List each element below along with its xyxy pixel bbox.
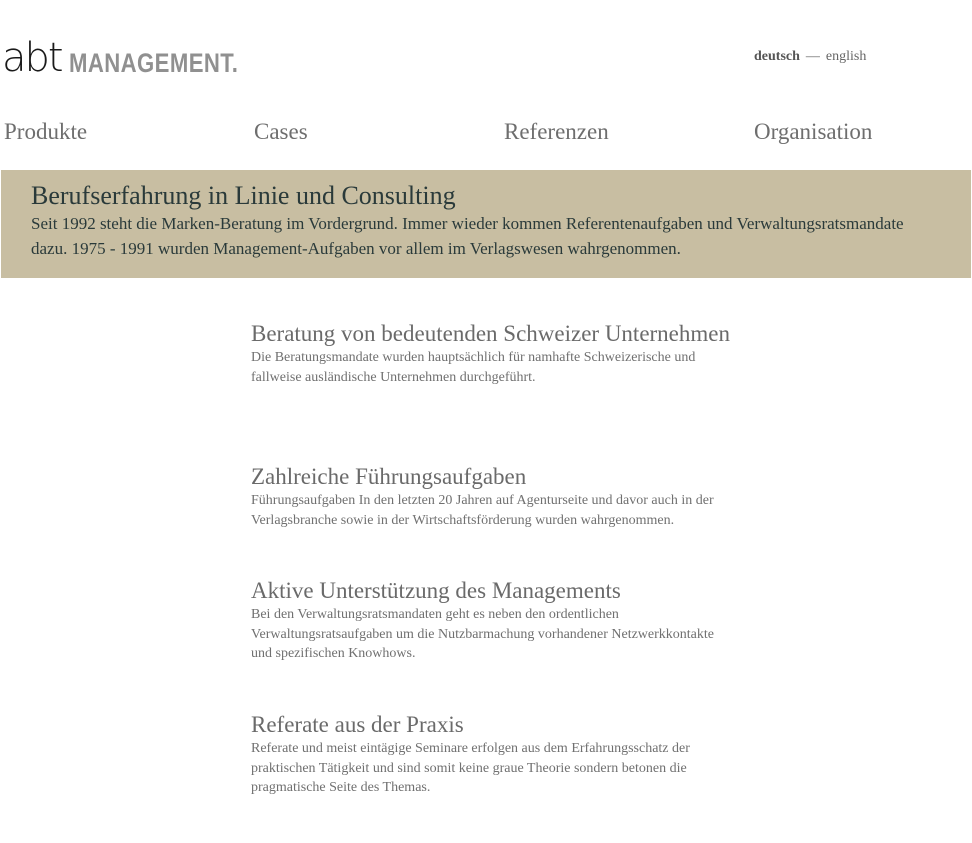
content-section [251,711,731,798]
language-switcher [754,49,866,65]
intro-banner [1,170,971,278]
nav-item-produkte[interactable]: Produkte [4,119,88,144]
logo-management-text: MANAGEMENT. [69,48,239,78]
section-title: Aktive Unterstützung des Managements [251,578,621,603]
nav-item-organisation[interactable]: Organisation [754,119,873,144]
nav-item-cases[interactable]: Cases [254,119,308,144]
lang-english-link[interactable]: english [825,49,867,64]
main-navigation [0,118,972,148]
banner-title: Berufserfahrung in Linie und Consulting [31,181,456,210]
banner-text: Seit 1992 steht die Marken-Beratung im Vordergrund. Immer wieder kommen Referentenaufgaben und Verwaltungsratsmandate dazu. 1975 - 1991 wurden Management-Aufgaben vor allem im Verlagswesen wahrgenommen. [31,214,904,258]
lang-separator: — [805,49,820,64]
nav-item-referenzen[interactable]: Referenzen [504,119,609,144]
section-title: Referate aus der Praxis [251,712,464,737]
content-section [251,577,731,664]
section-title: Beratung von bedeutenden Schweizer Unternehmen [251,321,730,346]
section-text: Die Beratungsmandate wurden hauptsächlich für namhafte Schweizerische und fallweise ausländische Unternehmen durchgeführt. [251,350,696,385]
content-section [251,320,731,387]
section-text: Bei den Verwaltungsratsmandaten geht es neben den ordentlichen Verwaltungsratsaufgaben um die Nutzbarmachung vorhandener Netzwerkkontakte und spezifischen Knowhows. [251,607,714,662]
content-section [251,463,731,530]
lang-deutsch-link[interactable]: deutsch [754,49,800,64]
section-title: Zahlreiche Führungsaufgaben [251,464,527,489]
logo-abt-text: abt [2,35,62,81]
section-text: Referate und meist eintägige Seminare erfolgen aus dem Erfahrungsschatz der praktischen Tätigkeit und sind somit keine graue Theorie sondern betonen die pragmatische Seite des Themas. [251,741,690,796]
section-text: Führungsaufgaben In den letzten 20 Jahren auf Agenturseite und davor auch in der Verlagsbranche sowie in der Wirtschaftsförderung wurden wahrgenommen. [251,493,714,528]
